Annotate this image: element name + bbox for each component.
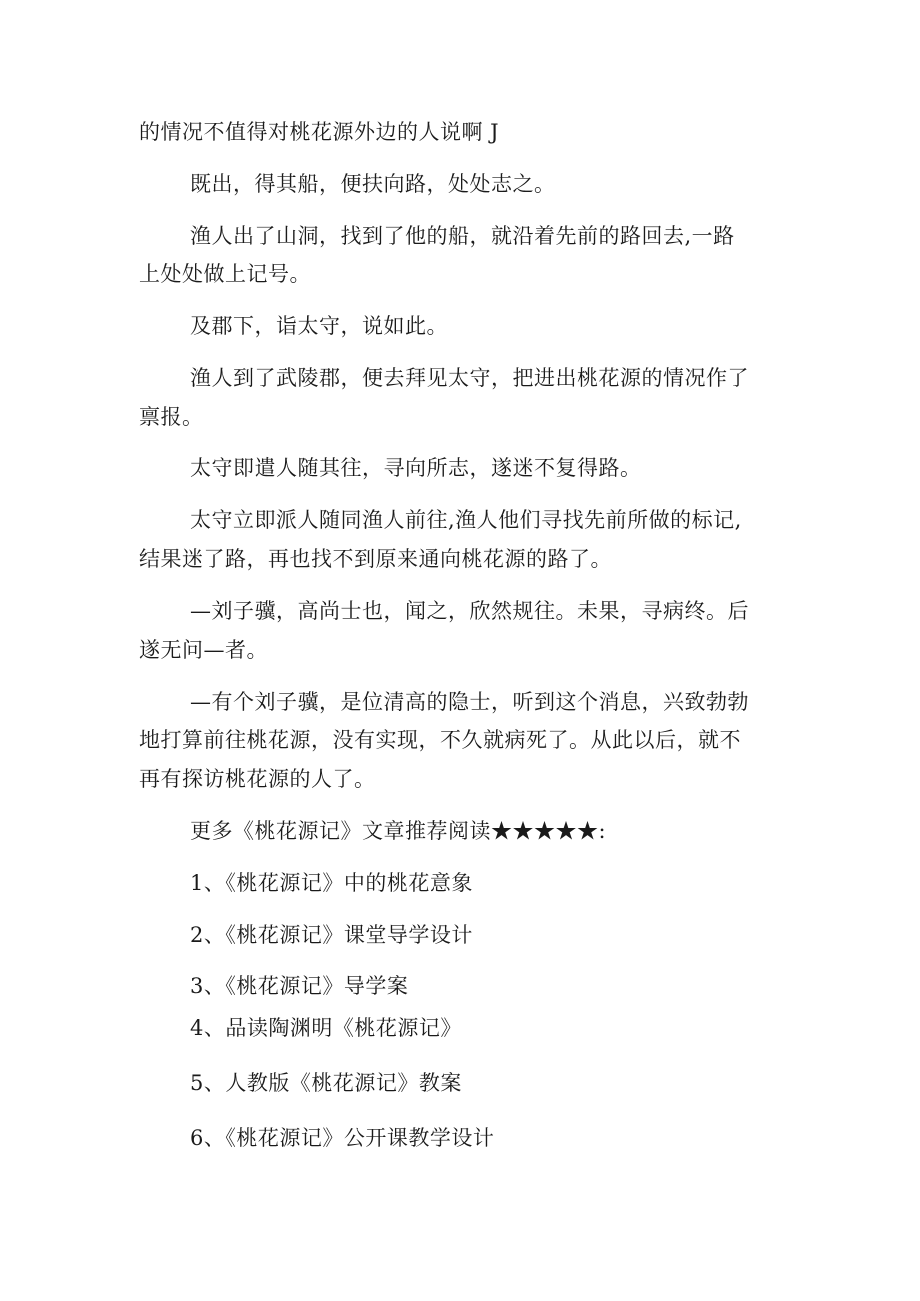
paragraph-line: —有个刘子骥，是位清高的隐士，听到这个消息，兴致勃勃	[190, 690, 749, 714]
recommend-link[interactable]: 4、品读陶渊明《桃花源记》	[190, 1016, 462, 1040]
paragraph-line: 太守即遣人随其往，寻向所志，遂迷不复得路。	[190, 456, 642, 480]
paragraph-line: 再有探访桃花源的人了。	[139, 767, 376, 791]
paragraph-line: 的情况不值得对桃花源外边的人说啊 J	[139, 120, 500, 144]
paragraph-line: 遂无问—者。	[139, 638, 268, 662]
recommend-link[interactable]: 3、《桃花源记》导学案	[190, 974, 409, 998]
paragraph-line: 太守立即派人随同渔人前往,渔人他们寻找先前所做的标记,	[190, 508, 742, 532]
paragraph-line: 渔人出了山洞，找到了他的船，就沿着先前的路回去,一路	[190, 224, 735, 248]
recommend-link[interactable]: 6、《桃花源记》公开课教学设计	[190, 1126, 495, 1150]
recommend-link[interactable]: 5、人教版《桃花源记》教案	[190, 1071, 462, 1095]
paragraph-line: 结果迷了路，再也找不到原来通向桃花源的路了。	[139, 547, 612, 571]
paragraph-line: 禀报。	[139, 405, 204, 429]
paragraph-line: 上处处做上记号。	[139, 262, 311, 286]
paragraph-line: 渔人到了武陵郡，便去拜见太守，把进出桃花源的情况作了	[190, 366, 749, 390]
paragraph-line: —刘子骥，高尚士也，闻之，欣然规往。未果，寻病终。后	[190, 599, 749, 623]
recommend-link[interactable]: 2、《桃花源记》课堂导学设计	[190, 923, 473, 947]
recommend-link[interactable]: 1、《桃花源记》中的桃花意象	[190, 871, 473, 895]
paragraph-line: 及郡下，诣太守，说如此。	[190, 314, 448, 338]
paragraph-line: 既出，得其船，便扶向路，处处志之。	[190, 172, 556, 196]
paragraph-line: 地打算前往桃花源，没有实现，不久就病死了。从此以后，就不	[139, 728, 741, 752]
recommend-heading: 更多《桃花源记》文章推荐阅读★★★★★:	[190, 819, 607, 843]
